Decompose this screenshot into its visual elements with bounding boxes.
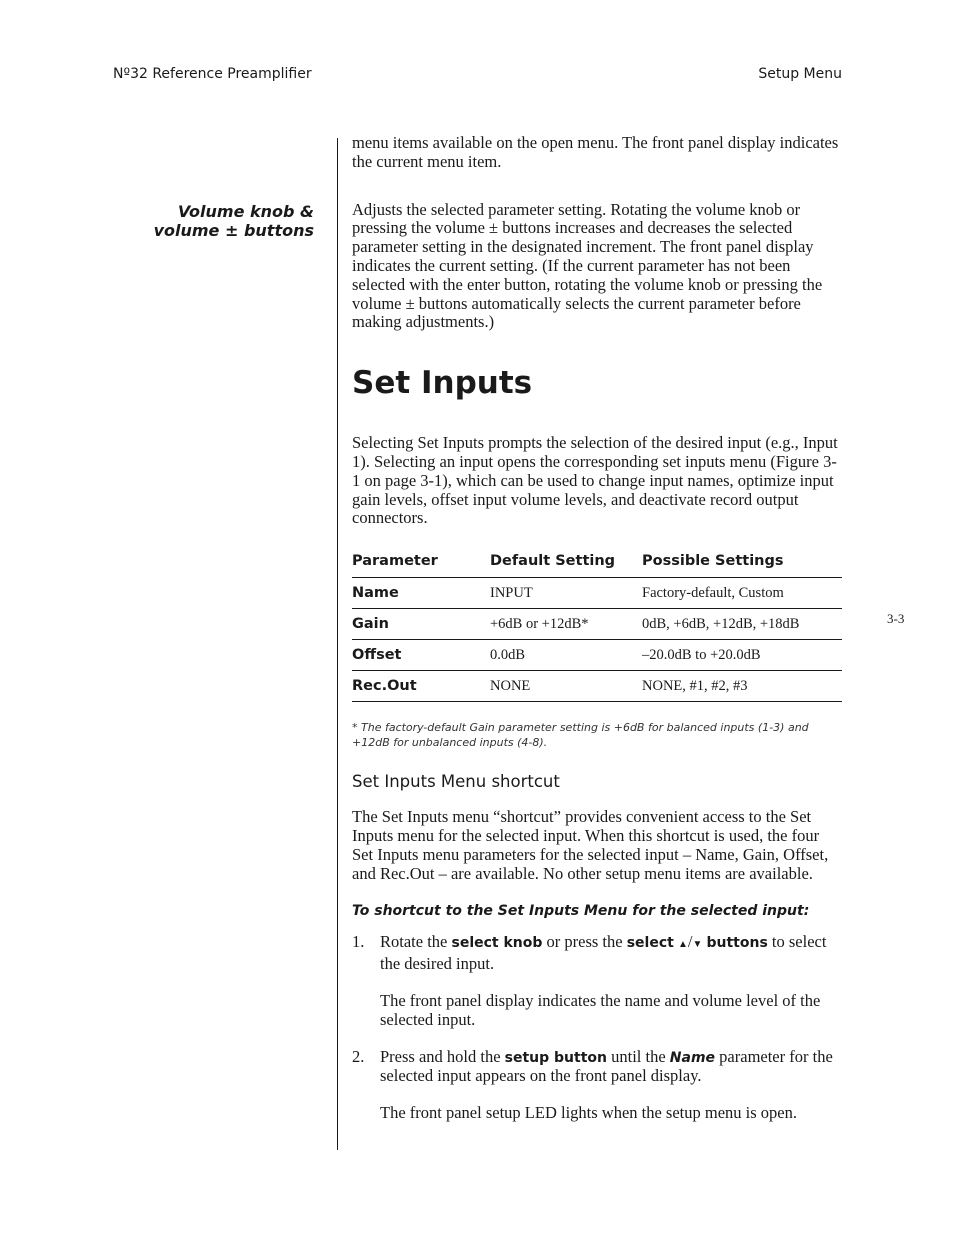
cell-default: NONE (490, 671, 642, 702)
procedure-steps (352, 933, 842, 1123)
side-heading-line-1: Volume knob & (177, 202, 314, 221)
select-knob-label: select knob (451, 935, 543, 952)
side-heading-line-2: volume ± buttons (153, 221, 314, 240)
separator: / (687, 932, 693, 952)
cell-parameter: Gain (352, 609, 490, 640)
col-header-default: Default Setting (490, 553, 642, 578)
intro-paragraph: menu items available on the open menu. The front panel display indicates the current menu item. (352, 133, 839, 171)
side-heading-volume (154, 202, 314, 240)
main-column (352, 134, 842, 1123)
running-header-section: Setup Menu (758, 66, 842, 82)
name-param-label: Name (669, 1049, 716, 1066)
cell-default: INPUT (490, 578, 642, 609)
parameter-table (352, 553, 842, 702)
table-header-row (352, 553, 842, 578)
step-item (352, 1048, 842, 1123)
step-item (352, 933, 842, 1029)
step-text: to select the desired input. (380, 932, 827, 974)
table-footnote: * The factory-default Gain parameter setting is +6dB for balanced inputs (1-3) and +12dB for unbalanced inputs (4-8). (352, 721, 809, 750)
table-row (352, 578, 842, 609)
step-number: 1. (352, 932, 365, 952)
setup-button-label: setup button (504, 1049, 607, 1066)
step-result: The front panel display indicates the name and volume level of the selected input. (380, 990, 821, 1029)
cell-default: 0.0dB (490, 640, 642, 671)
table-row (352, 609, 842, 640)
step-text: or press the (542, 932, 627, 952)
cell-parameter: Offset (352, 640, 490, 671)
set-inputs-paragraph: Selecting Set Inputs prompts the selection of the desired input (e.g., Input 1). Selecting an input opens the corresponding set inputs menu (Figure 3-1 on page 3-1), which can be used to change input names, optimize input gain levels, offset input volume levels, and deactivate record output connectors. (352, 433, 838, 528)
select-label: select (626, 935, 674, 952)
section-title: Set Inputs (352, 365, 533, 402)
running-header-title: Nº32 Reference Preamplifier (113, 66, 312, 82)
table-row (352, 671, 842, 702)
step-text: until the (607, 1046, 670, 1066)
cell-parameter: Rec.Out (352, 671, 490, 702)
col-header-possible: Possible Settings (642, 553, 842, 578)
procedure-heading: To shortcut to the Set Inputs Menu for the selected input: (352, 903, 810, 920)
step-text: Press and hold the (380, 1046, 505, 1066)
volume-paragraph: Adjusts the selected parameter setting. Rotating the volume knob or pressing the volume ± buttons increases and decreases the selected parameter setting in the designated increment. The front panel display indicates the current setting. (If the current parameter has not been selected with the enter button, rotating the volume knob or pressing the volume ± buttons automatically selects the current parameter before making adjustments.) (352, 199, 823, 332)
step-number: 2. (352, 1046, 365, 1066)
buttons-label: buttons (706, 935, 768, 952)
shortcut-paragraph: The Set Inputs menu “shortcut” provides convenient access to the Set Inputs menu for the selected input. When this shortcut is used, the four Set Inputs menu parameters for the selected input – Name, Gain, Offset, and Rec.Out – are available. No other setup menu items are available. (352, 807, 829, 883)
cell-parameter: Name (352, 578, 490, 609)
triangle-up-icon: ▲ (677, 939, 688, 951)
cell-possible: –20.0dB to +20.0dB (642, 640, 842, 671)
col-header-parameter: Parameter (352, 553, 490, 578)
subsection-heading: Set Inputs Menu shortcut (352, 772, 560, 792)
cell-default: +6dB or +12dB* (490, 609, 642, 640)
cell-possible: Factory-default, Custom (642, 578, 842, 609)
triangle-down-icon: ▼ (692, 939, 703, 951)
table-row (352, 640, 842, 671)
cell-possible: 0dB, +6dB, +12dB, +18dB (642, 609, 842, 640)
step-result: The front panel setup LED lights when the setup menu is open. (380, 1103, 797, 1123)
step-text: Rotate the (380, 932, 452, 952)
margin-rule (337, 138, 338, 1150)
page-number: 3-3 (887, 611, 905, 626)
cell-possible: NONE, #1, #2, #3 (642, 671, 842, 702)
step-text: parameter for the selected input appears on the front panel display. (380, 1046, 833, 1086)
